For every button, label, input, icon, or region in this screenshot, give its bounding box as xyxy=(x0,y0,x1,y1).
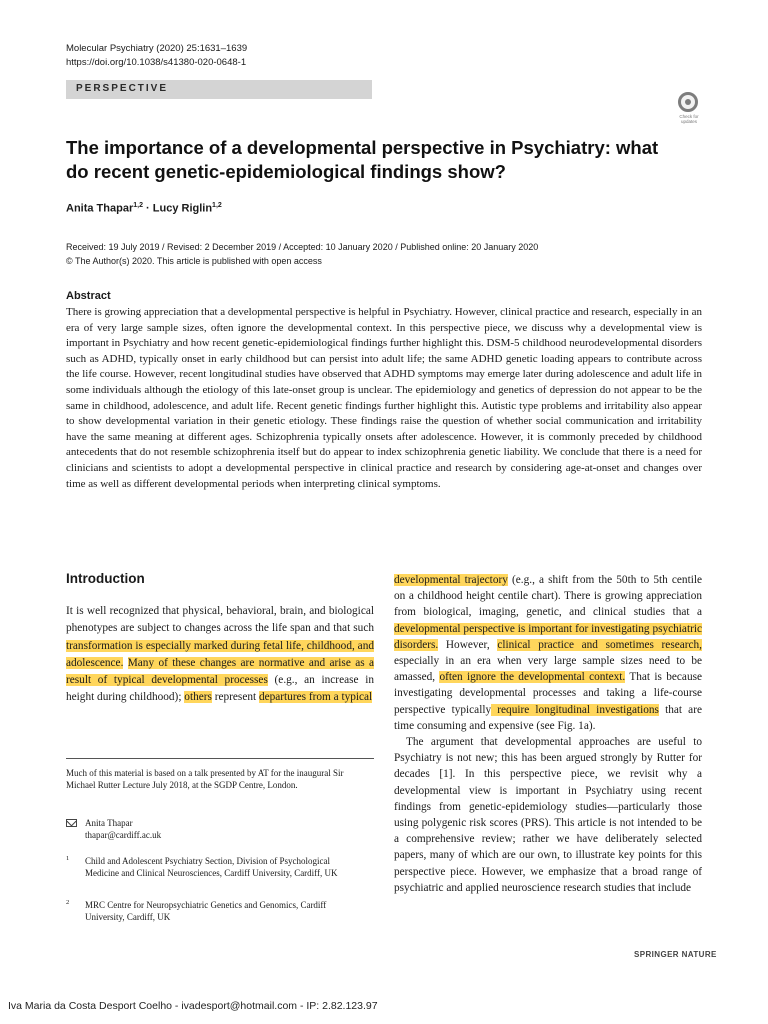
highlighted-text: Many of these changes are normative and arise as a result of typical developmental processes xyxy=(66,656,374,687)
contact-name: Anita Thapar xyxy=(85,818,133,828)
affiliation-number: 2 xyxy=(66,899,70,906)
intro-right-column xyxy=(394,572,702,896)
contact-email[interactable]: thapar@cardiff.ac.uk xyxy=(85,830,162,840)
abstract-heading: Abstract xyxy=(66,290,111,302)
check-updates-caption: Check for updates xyxy=(679,114,699,124)
author-list xyxy=(66,202,222,215)
affiliation xyxy=(66,899,366,923)
author-separator: · xyxy=(146,202,150,215)
author-affiliation-ref: 1,2 xyxy=(133,202,143,209)
doi-link[interactable]: https://doi.org/10.1038/s41380-020-0648-1 xyxy=(66,57,247,68)
history-dates: Received: 19 July 2019 / Revised: 2 December 2019 / Accepted: 10 January 2020 / Published online: 20 January 2020 xyxy=(66,242,539,252)
author-affiliation-ref: 1,2 xyxy=(212,202,222,209)
journal-header xyxy=(66,42,247,70)
body-text: represent xyxy=(211,691,259,704)
body-text: (e.g., a shift from the 50th to 5th centile on a childhood height centile chart). There is growing appreciation from biological, imaging, genetic, and clinical studies that a xyxy=(394,574,702,619)
intro-paragraph: The argument that developmental approaches are useful to Psychiatry is not new; this has been argued strongly by Rutter for decades [1]. In this perspective piece, we revisit why a developmental view is important in Psychiatry using recent findings from genetic-epidemiology studies—particularly those using polygenic risk scores (PRS). This article is not intended to be a comprehensive review; rather we have deliberately selected papers, many of which are our own, to illustrate key points for this perspective piece. However, we emphasize that a broad range of psychiatric and applied neuroscience research studies that include xyxy=(394,736,702,894)
introduction-heading: Introduction xyxy=(66,571,145,586)
publication-dates xyxy=(66,240,538,268)
download-watermark: Iva Maria da Costa Desport Coelho - ivadesport@hotmail.com - IP: 2.82.123.97 xyxy=(8,1000,378,1012)
section-label-bar xyxy=(66,80,372,99)
body-text: especially in an era when very large sample sizes need to be amassed, xyxy=(394,655,702,684)
highlighted-text: developmental perspective is important for investigating psychiatric disorders. xyxy=(394,622,702,651)
intro-paragraph xyxy=(394,572,702,734)
body-text: that are time consuming and expensive (see Fig. 1a). xyxy=(394,703,702,732)
corresponding-author xyxy=(66,817,161,841)
body-text: That is because investigating developmental processes and taking a life-course perspective typically xyxy=(394,671,702,716)
affiliation-text: Child and Adolescent Psychiatry Section, Division of Psychological Medicine and Clinical Neurosciences, Cardiff University, Cardiff, UK xyxy=(85,856,338,878)
highlighted-text: others xyxy=(184,691,212,704)
author-name[interactable]: Lucy Riglin xyxy=(152,202,213,215)
copyright-line: © The Author(s) 2020. This article is published with open access xyxy=(66,256,322,266)
highlighted-text: often ignore the developmental context. xyxy=(439,671,626,684)
affiliation xyxy=(66,855,366,879)
intro-left-column xyxy=(66,603,374,707)
highlighted-text: require longitudinal investigations xyxy=(491,703,659,716)
check-for-updates-badge[interactable] xyxy=(672,90,706,124)
body-text: However, xyxy=(438,638,498,651)
section-label: PERSPECTIVE xyxy=(76,83,169,94)
highlighted-text: developmental trajectory xyxy=(394,574,508,586)
affiliation-text: MRC Centre for Neuropsychiatric Genetics and Genomics, Cardiff University, Cardiff, UK xyxy=(85,900,327,922)
body-text: (e.g., an increase in height during childhood); xyxy=(66,674,374,704)
intro-paragraph xyxy=(66,603,374,707)
author-name[interactable]: Anita Thapar xyxy=(66,202,134,215)
footnote-divider xyxy=(66,758,374,759)
body-text: It is well recognized that physical, behavioral, brain, and biological phenotypes are subject to changes across the life span and that such xyxy=(66,605,374,635)
affiliation-number: 1 xyxy=(66,855,70,862)
journal-citation: Molecular Psychiatry (2020) 25:1631–1639 xyxy=(66,43,248,54)
check-updates-icon xyxy=(678,92,698,112)
highlighted-text: departures from a typical xyxy=(258,691,373,704)
publisher-logo: SPRINGER NATURE xyxy=(634,950,717,959)
talk-footnote: Much of this material is based on a talk presented by AT for the inaugural Sir Michael Rutter Lecture July 2018, at the SGDP Centre, London. xyxy=(66,768,344,790)
highlighted-text: clinical practice and sometimes research, xyxy=(497,638,702,651)
envelope-icon xyxy=(66,819,77,827)
highlighted-text: transformation is especially marked during fetal life, childhood, and adolescence. xyxy=(66,639,374,669)
abstract-body: There is growing appreciation that a developmental perspective is helpful in Psychiatry. However, clinical practice and research, especially in an era of very large sample sizes, often ignore the developmental context. In this perspective piece, we discuss why a developmental view is important in Psychiatry and how recent genetic-epidemiological findings further highlight this. DSM-5 childhood neurodevelopmental disorders such as ADHD, typically onset in early childhood but can persist into adult life; the same ADHD genetic loading appears to contribute across the life course. However, recent longitudinal studies have observed that ADHD symptoms may emerge later during adolescence and adult life in some individuals although the etiology of this late-onset group is unclear. The epidemiology and genetics of depression do not appear to be the same in childhood, adolescence, and adult life. Recent genetic findings further highlight this. Autistic type problems and irritability also appear to show developmental variation in their genetic etiology. These findings raise the question of whether social communication and irritability have the same meaning at different ages. Schizophrenia typically onsets after adolescence. However, it is commonly preceded by childhood antecedents that do not resemble schizophrenia itself but do appear to index schizophrenia genetic liability. We conclude that there is a need for clinicians and scientists to adopt a developmental perspective in clinical practice and research by considering age-at-onset and changes over time as well as different developmental periods when interpreting clinical symptoms. xyxy=(66,306,702,490)
article-title: The importance of a developmental perspective in Psychiatry: what do recent genetic-epidemiological findings show? xyxy=(66,137,659,182)
